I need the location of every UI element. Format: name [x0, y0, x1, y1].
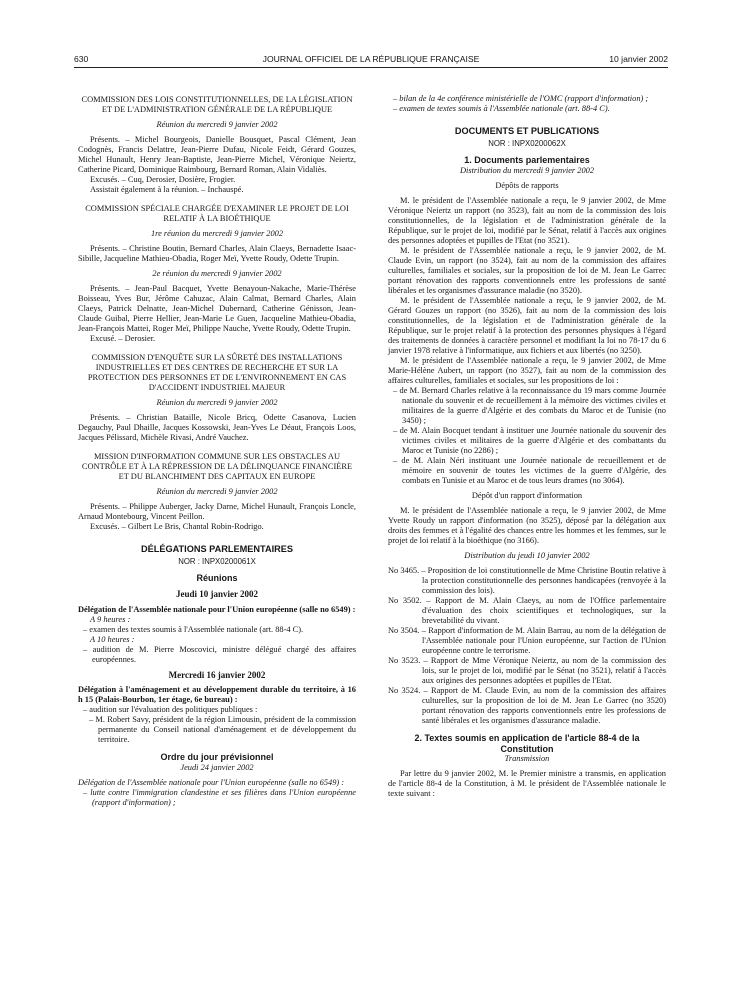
- agenda-date: Jeudi 24 janvier 2002: [180, 763, 254, 773]
- committee-heading: COMMISSION D'ENQUÊTE SUR LA SÛRETÉ DES INSTALLATIONS INDUSTRIELLES ET DES CENTRES DE RECHERCHE ET SUR LA PROTECTION DES PERSONNES ET DE L'ENVIRONNEMENT EN CAS D'ACCIDENT INDUSTRIEL MAJEUR: [87, 353, 347, 392]
- meeting-date: 1re réunion du mercredi 9 janvier 2002: [150, 229, 284, 238]
- delegation-name: Délégation à l'aménagement et au développement durable du territoire, à 16 h 15 (Palais-Bourbon, 1er étage, 6e bureau) :: [78, 685, 356, 705]
- journal-title: JOURNAL OFFICIEL DE LA RÉPUBLIQUE FRANÇAISE: [262, 54, 480, 64]
- rubric-heading: Dépôt d'un rapport d'information: [471, 490, 583, 500]
- committee-heading: COMMISSION SPÉCIALE CHARGÉE D'EXAMINER LE PROJET DE LOI RELATIF À LA BIOÉTHIQUE: [85, 204, 349, 223]
- document-entry: No 3524. – Rapport de M. Claude Evin, au nom de la commission des affaires culturelles, sur la proposition de loi de M. Jean Le Garrec (no 3520) portant rénovation des rapports conventionnels entre les professions de santé libérales et les organismes d'assurance maladie.: [388, 685, 666, 725]
- meeting-date: 2e réunion du mercredi 9 janvier 2002: [152, 269, 282, 278]
- document-entry: No 3502. – Rapport de M. Alain Claeys, au nom de l'Office parlementaire d'évaluation des choix scientifiques et technologiques, sur la brevetabilité du vivant.: [388, 595, 666, 625]
- document-entry: No 3465. – Proposition de loi constitutionnelle de Mme Christine Boutin relative à la protection constitutionnelle des personnes handicapées (renvoyée à la commission des lois).: [388, 565, 666, 595]
- meeting-date: Réunion du mercredi 9 janvier 2002: [156, 398, 278, 407]
- agenda-item: – lutte contre l'immigration clandestine et ses filières dans l'Union européenne (rapport d'information) ;: [83, 788, 356, 808]
- attendees: Présents. – Philippe Auberger, Jacky Darne, Michel Hunault, François Loncle, Arnaud Montebourg, Vincent Peillon.: [78, 502, 356, 521]
- right-column: [388, 94, 666, 799]
- agenda-item: – audition de M. Pierre Moscovici, ministre délégué chargé des affaires européennes.: [83, 644, 356, 664]
- agenda-date: Mercredi 16 janvier 2002: [168, 669, 266, 680]
- section-heading: DÉLÉGATIONS PARLEMENTAIRES: [140, 544, 294, 554]
- attendees: Présents. – Jean-Paul Bacquet, Yvette Benayoun-Nakache, Marie-Thérèse Boisseau, Yves Bur, Jérôme Cahuzac, Alain Calmat, Bernard Charles, Alain Claeys, Patrick Delnatte, Jean-Michel Dubernard, Catherine Génisson, Jean-Claude Guibal, Pierre Hellier, Jean-Marie Le Guen, Jacqueline Mathieu-Obadia, Jean-François Mattei, Roger Meï, Philippe Nauche, Yvette Roudy, Odette Trupin.: [78, 284, 356, 333]
- excused: Excusés. – Gilbert Le Bris, Chantal Robin-Rodrigo.: [90, 522, 264, 531]
- report-paragraph: M. le président de l'Assemblée nationale a reçu, le 9 janvier 2002, de Mme Yvette Roudy un rapport d'information (no 3525), déposé par la délégation aux droits des femmes et à l'égalité des chances entre les hommes et les femmes, sur le projet de loi relatif à la bioéthique (no 3166).: [388, 505, 666, 545]
- time-slot: A 9 heures :: [90, 614, 131, 624]
- subsection-heading: Réunions: [196, 573, 238, 584]
- left-column: [78, 94, 356, 808]
- document-entry: No 3523. – Rapport de Mme Véronique Neiertz, au nom de la commission des lois, sur le projet de loi, modifié par le Sénat (no 3521), relatif à l'accès aux origines des personnes adoptées et pupilles de l'Etat.: [388, 655, 666, 685]
- agenda-date: Jeudi 10 janvier 2002: [175, 588, 259, 599]
- page-number: 630: [74, 54, 89, 64]
- agenda-item: – examen des textes soumis à l'Assemblée nationale (art. 88-4 C).: [83, 624, 304, 634]
- committee-heading: MISSION D'INFORMATION COMMUNE SUR LES OBSTACLES AU CONTRÔLE ET À LA RÉPRESSION DE LA DÉLINQUANCE FINANCIÈRE ET DU BLANCHIMENT DES CAPITAUX EN EUROPE: [81, 452, 353, 481]
- document-entry: No 3504. – Rapport d'information de M. Alain Barrau, au nom de la délégation de l'Assemblée nationale pour l'Union européenne, sur l'action de l'Union européenne contre le terrorisme.: [388, 625, 666, 655]
- delegation-name: Délégation de l'Assemblée nationale pour l'Union européenne (salle no 6549) :: [78, 778, 345, 788]
- section-heading: DOCUMENTS ET PUBLICATIONS: [454, 126, 600, 136]
- attendees: Présents. – Michel Bourgeois, Danielle Bousquet, Pascal Clément, Jean Codognès, Francis Delattre, Jean-Pierre Dufau, Nicole Feidt, Gérard Gouzes, Michel Hunault, Henry Jean-Baptiste, Jean-Pierre Michel, Véronique Neiertz, Catherine Picard, Dominique Raimbourg, Bernard Roman, Alain Vidaliès.: [78, 135, 356, 174]
- report-paragraph: M. le président de l'Assemblée nationale a reçu, le 9 janvier 2002, de M. Gérard Gouzes un rapport (no 3526), fait au nom de la commission des lois constitutionnelles, de la législation et de l'administration générale de la République, sur le projet relatif à la protection des personnes physiques à l'égard des traitements de données à caractère personnel et modifiant la loi no 78-17 du 6 janvier 1978 relative à l'informatique, aux fichiers et aux libertés (no 3250).: [388, 295, 666, 355]
- distribution-date: Distribution du mercredi 9 janvier 2002: [459, 165, 595, 175]
- page-header: [74, 54, 668, 66]
- time-slot: A 10 heures :: [90, 634, 135, 644]
- meeting-date: Réunion du mercredi 9 janvier 2002: [156, 120, 278, 129]
- bill-item: – de M. Alain Bocquet tendant à instituer une Journée nationale du souvenir des victimes civiles et militaires de la guerre d'Algérie et des combattants du Maroc et Tunisie (no 2286) ;: [393, 425, 666, 455]
- agenda-item: – examen de textes soumis à l'Assemblée nationale (art. 88-4 C).: [393, 104, 610, 113]
- rubric-heading: Dépôts de rapports: [495, 180, 559, 190]
- agenda-sub-item: – M. Robert Savy, président de la région Limousin, président de la commission permanente du Conseil national d'aménagement et de développement du territoire.: [89, 715, 356, 745]
- rubric-heading: Transmission: [504, 754, 550, 764]
- delegation-name: Délégation de l'Assemblée nationale pour l'Union européenne (salle no 6549) :: [78, 604, 356, 614]
- transmission-paragraph: Par lettre du 9 janvier 2002, M. le Premier ministre a transmis, en application de l'article 88-4 de la Constitution, à M. le président de l'Assemblée nationale le texte suivant :: [388, 769, 666, 799]
- distribution-date: Distribution du jeudi 10 janvier 2002: [464, 550, 590, 560]
- meeting-date: Réunion du mercredi 9 janvier 2002: [156, 487, 278, 496]
- report-paragraph: M. le président de l'Assemblée nationale a reçu, le 9 janvier 2002, de Mme Véronique Neiertz un rapport (no 3523), fait au nom de la commission des lois constitutionnelles, de la législation et de l'administration générale de la République, sur le projet de loi, modifié par le Sénat, relatif à l'accès aux origines des personnes adoptées et pupilles de l'Etat (no 3521).: [388, 195, 666, 245]
- report-paragraph: M. le président de l'Assemblée nationale a reçu, le 9 janvier 2002, de M. Claude Evin, un rapport (no 3524), fait au nom de la commission des affaires culturelles, familiales et sociales, sur la proposition de loi de M. Jean Le Garrec portant rénovation des rapports conventionnels entre les professions de santé libérales et les organismes d'assurance maladie (no 3520).: [388, 245, 666, 295]
- bill-item: – de M. Bernard Charles relative à la reconnaissance du 19 mars comme Journée nationale du souvenir et de recueillement à la mémoire des victimes civiles et militaires de la guerre d'Algérie et des combats du Maroc et de Tunisie (no 3450) ;: [393, 385, 666, 425]
- agenda-item: – bilan de la 4e conférence ministérielle de l'OMC (rapport d'information) ;: [393, 94, 649, 103]
- agenda-item: – audition sur l'évaluation des politiques publiques :: [83, 705, 258, 715]
- subsection-heading: 1. Documents parlementaires: [464, 155, 590, 166]
- also-present: Assistait également à la réunion. – Inchauspé.: [90, 185, 244, 194]
- subsection-heading: 2. Textes soumis en application de l'article 88-4 de la Constitution: [414, 732, 640, 754]
- committee-heading: COMMISSION DES LOIS CONSTITUTIONNELLES, DE LA LÉGISLATION ET DE L'ADMINISTRATION GÉNÉRALE DE LA RÉPUBLIQUE: [81, 95, 353, 114]
- nor-reference: NOR : INPX0200062X: [488, 138, 566, 148]
- attendees: Présents. – Christian Bataille, Nicole Bricq, Odette Casanova, Lucien Degauchy, Paul Dhaille, Jacques Kossowski, Jean-Yves Le Déaut, François Loos, Jacques Pélissard, Michèle Rivasi, André Vauchez.: [78, 413, 356, 442]
- excused: Excusé. – Derosier.: [90, 334, 156, 343]
- bill-item: – de M. Alain Néri instituant une Journée nationale de recueillement et de mémoire en souvenir de toutes les victimes de la guerre d'Algérie, des combats en Tunisie et au Maroc et de tous leurs drames (no 3064).: [393, 455, 666, 485]
- issue-date: 10 janvier 2002: [609, 54, 668, 64]
- subsection-heading: Ordre du jour prévisionnel: [160, 752, 274, 763]
- report-paragraph: M. le président de l'Assemblée nationale a reçu, le 9 janvier 2002, de Mme Marie-Hélène Aubert, un rapport (no 3527), fait au nom de la commission des affaires culturelles, familiales et sociales, sur les propositions de loi :: [388, 355, 666, 385]
- header-rule: [74, 67, 668, 68]
- nor-reference: NOR : INPX0200061X: [178, 556, 256, 566]
- attendees: Présents. – Christine Boutin, Bernard Charles, Alain Claeys, Bernadette Isaac-Sibille, Jacqueline Mathieu-Obadia, Roger Meï, Yvette Roudy, Odette Trupin.: [78, 244, 356, 263]
- excused: Excusés. – Cuq, Derosier, Dosière, Frogier.: [90, 175, 236, 184]
